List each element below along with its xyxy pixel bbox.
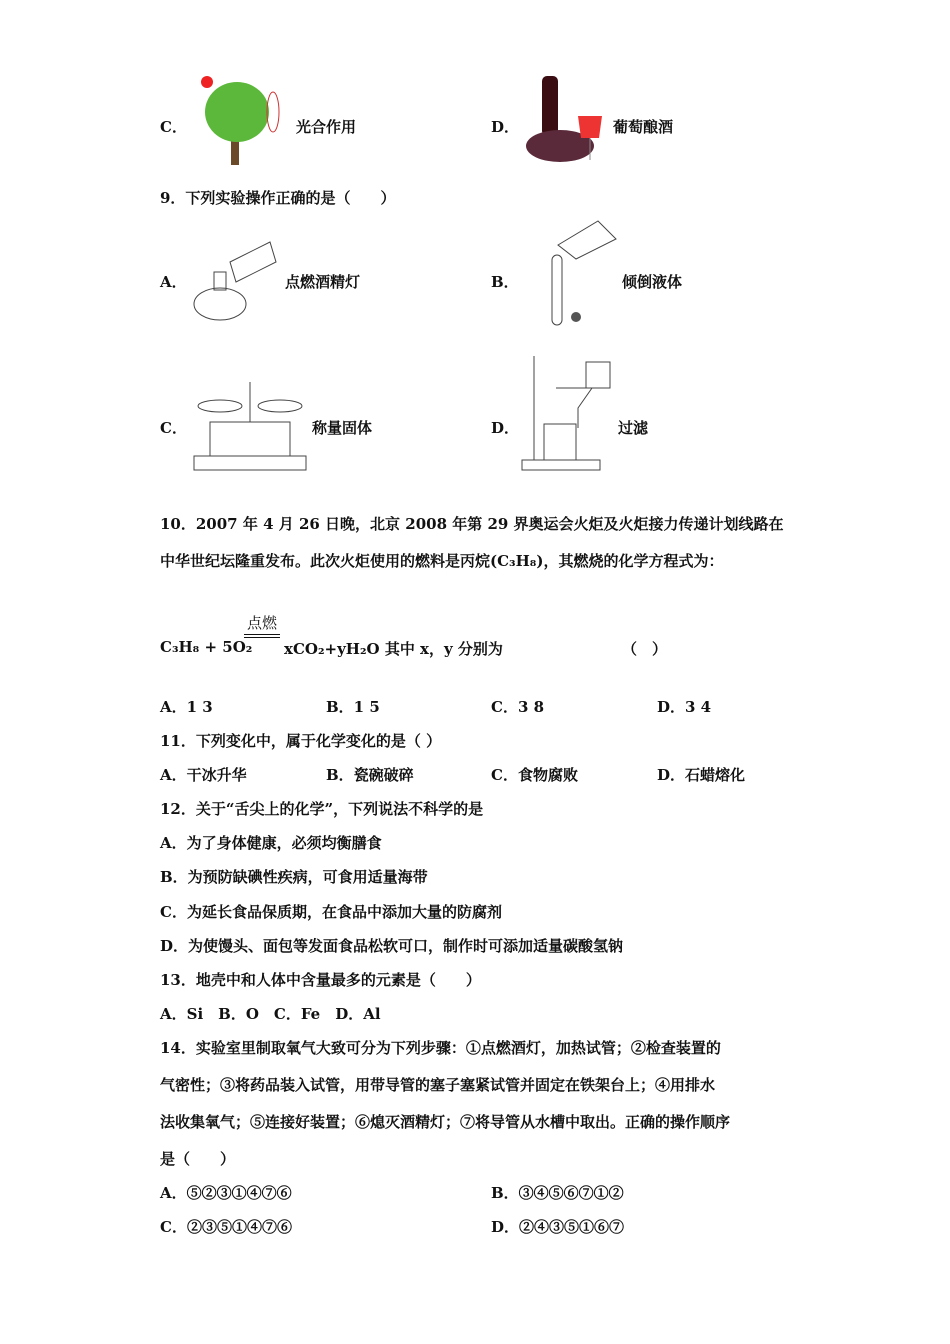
q9-option-a-label: A． bbox=[160, 273, 187, 291]
q11-option-b: B．瓷碗破碎 bbox=[326, 766, 414, 784]
q12-option-a: A．为了身体健康，必须均衡膳食 bbox=[160, 834, 382, 852]
q14-option-c: C．②③⑤①④⑦⑥ bbox=[160, 1218, 292, 1236]
q14-option-b: B．③④⑤⑥⑦①② bbox=[491, 1184, 624, 1202]
answer-bracket: （ ） bbox=[622, 640, 668, 658]
pour-liquid-image bbox=[518, 215, 618, 327]
q10-option-b: B．1 5 bbox=[326, 698, 380, 716]
q14-line4: 是（ ） bbox=[160, 1150, 236, 1168]
q14-line1: 14．实验室里制取氧气大致可分为下列步骤：①点燃酒灯，加热试管；②检查装置的 bbox=[160, 1039, 721, 1057]
q10-line1: 10．2007 年 4 月 26 日晚，北京 2008 年第 29 界奥运会火炬及火炬接力传递计划线路在 bbox=[160, 515, 784, 533]
reaction-condition bbox=[244, 612, 280, 638]
q14-line3: 法收集氧气；⑤连接好装置；⑥熄灭酒精灯；⑦将导管从水槽中取出。正确的操作顺序 bbox=[160, 1113, 731, 1131]
q9-option-b-label: B． bbox=[491, 273, 519, 291]
q11-option-d: D．石蜡熔化 bbox=[657, 766, 746, 784]
q13-stem: 13．地壳中和人体中含量最多的元素是（ ） bbox=[160, 971, 481, 989]
condition-text: 点燃 bbox=[246, 614, 277, 632]
q9-option-c-label: C． bbox=[160, 419, 187, 437]
q13-options: A．Si B．O C．Fe D．Al bbox=[160, 1005, 381, 1023]
q9-option-a-text: 点燃酒精灯 bbox=[285, 273, 361, 291]
q10-option-c: C．3 8 bbox=[491, 698, 545, 716]
q10-equation-left: C₃H₈ + 5O₂ bbox=[160, 638, 253, 656]
balance-scale-image bbox=[192, 378, 308, 472]
q9-option-d-text: 过滤 bbox=[618, 419, 649, 437]
q8-option-d-label: D． bbox=[491, 118, 520, 136]
q8-option-c-label: C． bbox=[160, 118, 187, 136]
q10-option-d: D．3 4 bbox=[657, 698, 712, 716]
q14-line2: 气密性；③将药品装入试管，用带导管的塞子塞紧试管并固定在铁架台上；④用排水 bbox=[160, 1076, 716, 1094]
photosynthesis-image bbox=[195, 72, 295, 167]
q11-option-a: A．干冰升华 bbox=[160, 766, 247, 784]
q8-option-c-text: 光合作用 bbox=[296, 118, 357, 136]
q14-option-d: D．②④③⑤①⑥⑦ bbox=[491, 1218, 625, 1236]
filtration-image bbox=[520, 354, 616, 472]
q12-option-c: C．为延长食品保质期，在食品中添加大量的防腐剂 bbox=[160, 903, 502, 921]
q10-equation-right: xCO₂+yH₂O 其中 x，y 分别为 bbox=[284, 640, 503, 658]
q9-option-d-label: D． bbox=[491, 419, 520, 437]
wine-grapes-image bbox=[520, 74, 610, 166]
q9-option-c-text: 称量固体 bbox=[312, 419, 373, 437]
q10-line2: 中华世纪坛隆重发布。此次火炬使用的燃料是丙烷(C₃H₈)，其燃烧的化学方程式为： bbox=[160, 552, 724, 570]
q11-stem: 11．下列变化中，属于化学变化的是（ ） bbox=[160, 732, 442, 750]
q12-option-d: D．为使馒头、面包等发面食品松软可口，制作时可添加适量碳酸氢钠 bbox=[160, 937, 624, 955]
q9-stem: 9．下列实验操作正确的是（ ） bbox=[160, 189, 396, 207]
q9-option-b-text: 倾倒液体 bbox=[622, 273, 683, 291]
q8-option-d-text: 葡萄酿酒 bbox=[613, 118, 674, 136]
light-alcohol-lamp-image bbox=[190, 222, 282, 324]
q12-option-b: B．为预防缺碘性疾病，可食用适量海带 bbox=[160, 868, 428, 886]
q12-stem: 12．关于“舌尖上的化学”，下列说法不科学的是 bbox=[160, 800, 484, 818]
q14-option-a: A．⑤②③①④⑦⑥ bbox=[160, 1184, 292, 1202]
q10-option-a: A．1 3 bbox=[160, 698, 213, 716]
q11-option-c: C．食物腐败 bbox=[491, 766, 578, 784]
